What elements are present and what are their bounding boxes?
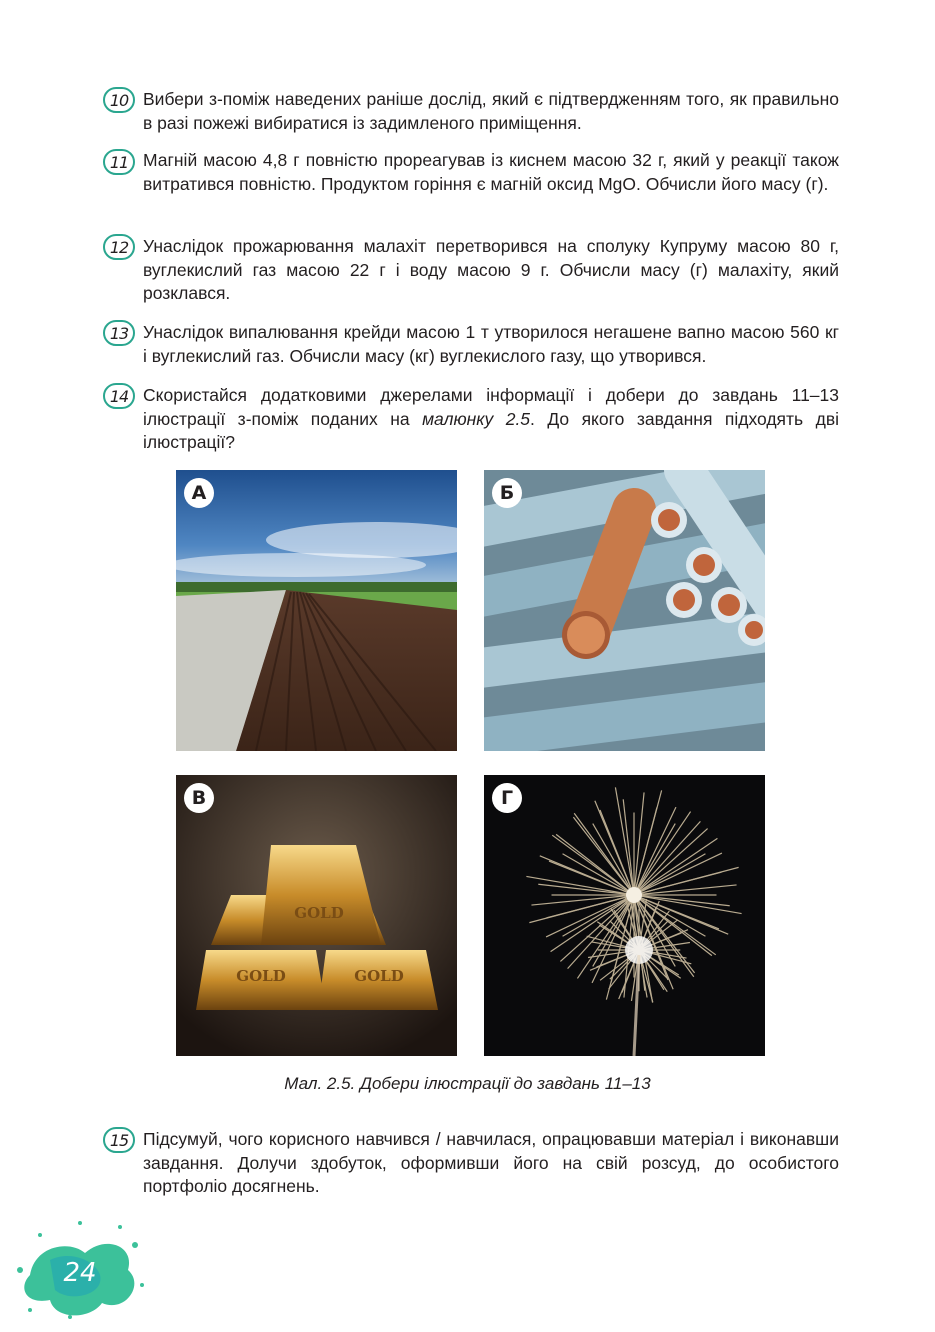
page-number: 24 [63,1258,97,1288]
task-11-text: Магній масою 4,8 г повністю прореагував із киснем масою 32 г, який у реакції також витратився повністю. Продуктом горіння є магній оксид MgO. Обчисли його масу (г). [143,150,839,194]
gold-bar-label-top: GOLD [294,904,344,922]
task-number-14: 14 [103,383,135,409]
label-g: Г [492,783,522,813]
task-14-text [143,384,839,455]
task-14-text-end: . До якого завдання підходять дві ілюстрації? [143,408,840,452]
gold-bars-image [176,775,457,1056]
task-15-text: Підсумуй, чого корисного навчився / навчилася, опрацювавши матеріал і виконавши завдання. Долучи здобуток, оформивши його на свій розсуд, до особистого портфоліо досягнень. [143,1129,839,1196]
label-v: В [184,783,214,813]
photo-fireworks [484,775,765,1056]
task-13-text: Унаслідок випалювання крейди масою 1 т утворилося негашене вапно масою 560 кг і вуглекислий газ. Обчисли масу (кг) вуглекислого газу, що утворився. [143,322,839,366]
task-14-text-start: Скористайся додатковими джерелами інформації і добери до завдань 11–13 ілюстрації з-поміж поданих на [143,385,839,429]
copper-cables-image [484,470,765,751]
task-12-text: Унаслідок прожарювання малахіт перетворився на сполуку Купруму масою 80 г, вуглекислий газ масою 22 г і воду масою 9 г. Обчисли масу (г) малахіту, який розклався. [143,236,839,303]
label-b: Б [492,478,522,508]
task-10-text: Вибери з-поміж наведених раніше дослід, який є підтвердженням того, як правильно в разі пожежі вибиратися із задимленого приміщення. [143,89,839,133]
photo-copper-cables [484,470,765,751]
task-number-15: 15 [103,1127,135,1153]
fireworks-image [484,775,765,1056]
field-image [176,470,457,751]
figure-caption: Мал. 2.5. Добери ілюстрації до завдань 11–13 [284,1074,651,1093]
gold-bar-label-left: GOLD [236,967,286,985]
photo-field [176,470,457,751]
task-number-11: 11 [103,149,135,175]
task-number-12: 12 [103,234,135,260]
label-a: А [184,478,214,508]
photo-gold-bars [176,775,457,1056]
task-number-13: 13 [103,320,135,346]
gold-bar-label-right: GOLD [354,967,404,985]
task-number-10: 10 [103,87,135,113]
figure-reference: малюнку 2.5 [422,408,531,429]
